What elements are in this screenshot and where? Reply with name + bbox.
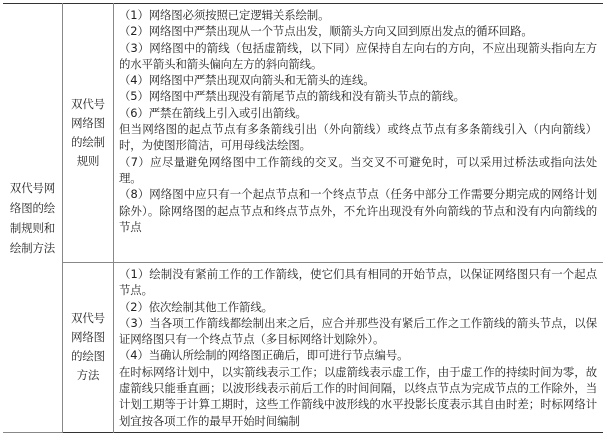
section-label-rules: 双代号网络图的绘制规则 [71, 97, 105, 168]
rule-item: （7）应尽量避免网络图中工作箭线的交叉。当交叉不可避免时，可以采用过桥法或指向法处理。 [119, 154, 597, 185]
section-label-methods: 双代号网络图的绘图方法 [71, 311, 105, 383]
rule-item: （1）网络图必须按照已定逻辑关系绘制。 [119, 8, 330, 22]
method-item: （2）依次绘制其他工作箭线。 [119, 299, 273, 314]
method-item: （3）当各项工作箭线都绘制出来之后，应合并那些没有紧后工作之工作箭线的箭头节点，以保证网络图只有一个终点节点（多目标网络计划除外）。 [119, 315, 597, 347]
rules-table [3, 3, 603, 433]
section-label-cell [63, 263, 114, 433]
method-item: 在时标网络计划中，以实箭线表示工作；以虚箭线表示虚工作，由于虚工作的持续时间为零，故虚箭线只能垂直画；以波形线表示前后工作的时间间隔，以终点节点为完成节点的工作除外，当计划工期等于计算工期时，这些工作箭线中波形线的水平投影长度表示其自由时差；时标网络计划宜按各项工作的最早开始时间编制 [119, 364, 597, 428]
rule-item: （4）网络图中严禁出现双向箭头和无箭头的连线。 [119, 73, 375, 88]
section-content-methods [114, 263, 604, 433]
method-item: （1）绘制没有紧前工作的工作箭线，使它们具有相同的开始节点，以保证网络图只有一个起点节点。 [119, 267, 597, 298]
category-label: 双代号网络图的绘制规则和绘制方法 [9, 180, 56, 255]
table-row [3, 263, 603, 433]
rule-item: （8）网络图中应只有一个起点节点和一个终点节点（任务中部分工作需要分期完成的网络计划除外）。除网络图的起点节点和终点节点外，不允许出现没有外向箭线的节点和没有内向箭线的节点 [119, 187, 597, 234]
rule-item: （5）网络图中严禁出现没有箭尾节点的箭线和没有箭头节点的箭线。 [119, 89, 465, 104]
category-cell [3, 4, 63, 433]
rule-item: （6）严禁在箭线上引入或引出箭线。 [119, 105, 307, 120]
section-label-cell [63, 4, 114, 263]
method-item: （4）当确认所绘制的网络图正确后，即可进行节点编号。 [119, 348, 409, 363]
rule-item: （2）网络图中严禁出现从一个节点出发，顺箭头方向又回到原出发点的循环回路。 [119, 24, 533, 39]
rule-item: （3）网络图中的箭线（包括虚箭线，以下同）应保持自左向右的方向，不应出现箭头指向左方的水平箭头和箭头偏向左方的斜向箭线。 [119, 40, 597, 71]
table-row [3, 4, 603, 263]
rule-item: 但当网络图的起点节点有多条箭线引出（外向箭线）或终点节点有多条箭线引入（内向箭线）时，为使图形简洁，可用母线法绘图。 [119, 122, 597, 153]
section-content-rules [114, 4, 604, 263]
